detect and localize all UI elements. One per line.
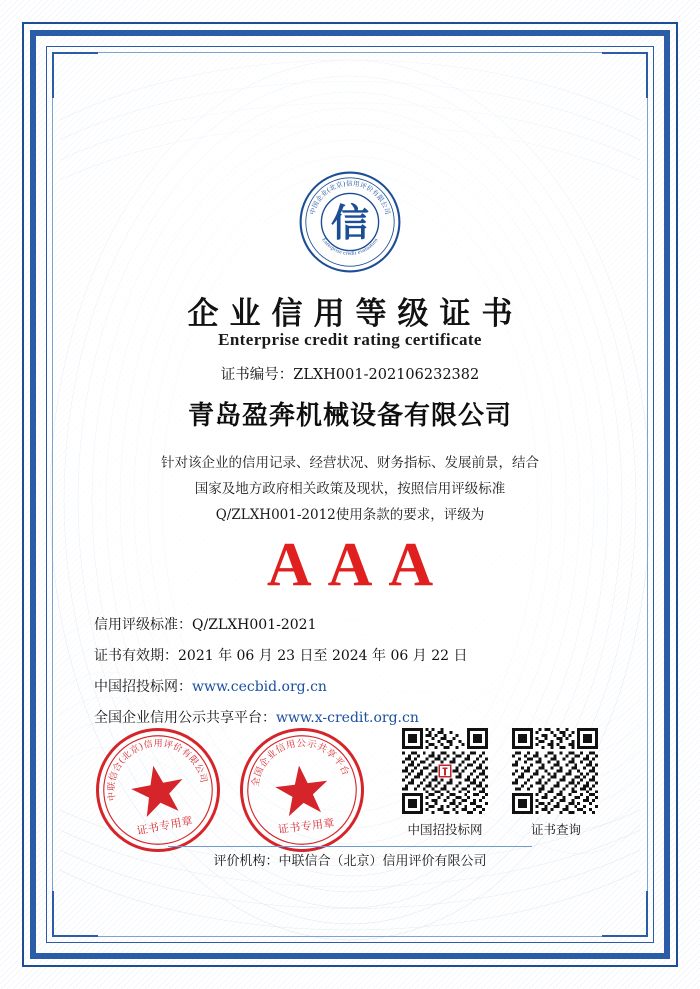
info-value-credit-platform[interactable]: www.x-credit.org.cn — [276, 710, 419, 726]
seal-star-icon — [273, 762, 331, 817]
certificate-info-block — [94, 610, 606, 734]
seal-platform — [233, 721, 371, 859]
seal-issuer-graphic — [89, 721, 227, 859]
emblem-center-char: 信 — [330, 199, 370, 245]
body-line-3: Q/ZLXH001-2012使用条款的要求，评级为 — [215, 507, 485, 523]
emblem-arc-top-text: 中国企业(北京)信用评价有限公司 — [308, 179, 392, 216]
body-line-1: 针对该企业的信用记录、经营状况、财务指标、发展前景，结合 — [161, 455, 539, 471]
issuer-emblem — [298, 170, 402, 274]
issuing-organization: 评价机构：中联信合（北京）信用评价有限公司 — [213, 854, 487, 869]
qr-cert-lookup-icon[interactable] — [512, 728, 598, 814]
emblem-icon — [298, 170, 402, 274]
qr-cert-lookup[interactable] — [512, 728, 598, 814]
seal-star-icon — [128, 761, 189, 819]
seal-platform-bottom-text: 证书专用章 — [277, 816, 336, 837]
qr-bidding-site[interactable] — [402, 728, 488, 814]
info-row-validity — [94, 641, 606, 672]
emblem-arc-bottom-text: Enterprise credit evaluation — [320, 237, 380, 257]
company-name: 青岛盈奔机械设备有限公司 — [187, 401, 512, 431]
info-label-validity: 证书有效期： — [94, 648, 178, 664]
info-label-standard: 信用评级标准： — [94, 617, 192, 633]
info-label-bidding-site: 中国招投标网： — [94, 679, 192, 695]
certificate-number — [60, 363, 640, 384]
footer-divider — [168, 846, 532, 847]
info-row-standard — [94, 610, 606, 641]
certificate-title-cn: 企业信用等级证书 — [187, 296, 524, 332]
certificate-number-label: 证书编号： — [220, 367, 294, 383]
info-value-standard: Q/ZLXH001-2021 — [192, 617, 317, 633]
certificate-body-text — [88, 450, 612, 528]
seal-issuer-bottom-text: 证书专用章 — [135, 813, 195, 838]
qr-cert-lookup-label: 证书查询 — [530, 822, 581, 837]
qr-bidding-site-icon[interactable] — [402, 728, 488, 814]
seal-issuer-arc-text: 中联信合(北京)信用评价有限公司 — [107, 739, 209, 802]
info-row-bidding-site — [94, 672, 606, 703]
seal-platform-graphic — [236, 724, 368, 856]
seal-platform-arc-text: 全国企业信用公示共享平台 — [250, 738, 352, 788]
body-line-2: 国家及地方政府相关政策及现状，按照信用评级标准 — [194, 481, 506, 497]
info-value-bidding-site[interactable]: www.cecbid.org.cn — [192, 679, 327, 695]
certificate-title-en: Enterprise credit rating certificate — [218, 330, 482, 349]
info-label-credit-platform: 全国企业信用公示共享平台： — [94, 710, 276, 726]
info-value-validity: 2021 年 06 月 23 日至 2024 年 06 月 22 日 — [178, 648, 468, 664]
certificate-number-value: ZLXH001-202106232382 — [293, 367, 480, 383]
credit-grade: AAA — [266, 531, 450, 599]
qr-bidding-site-label: 中国招投标网 — [407, 822, 483, 837]
seal-issuer — [85, 717, 230, 862]
